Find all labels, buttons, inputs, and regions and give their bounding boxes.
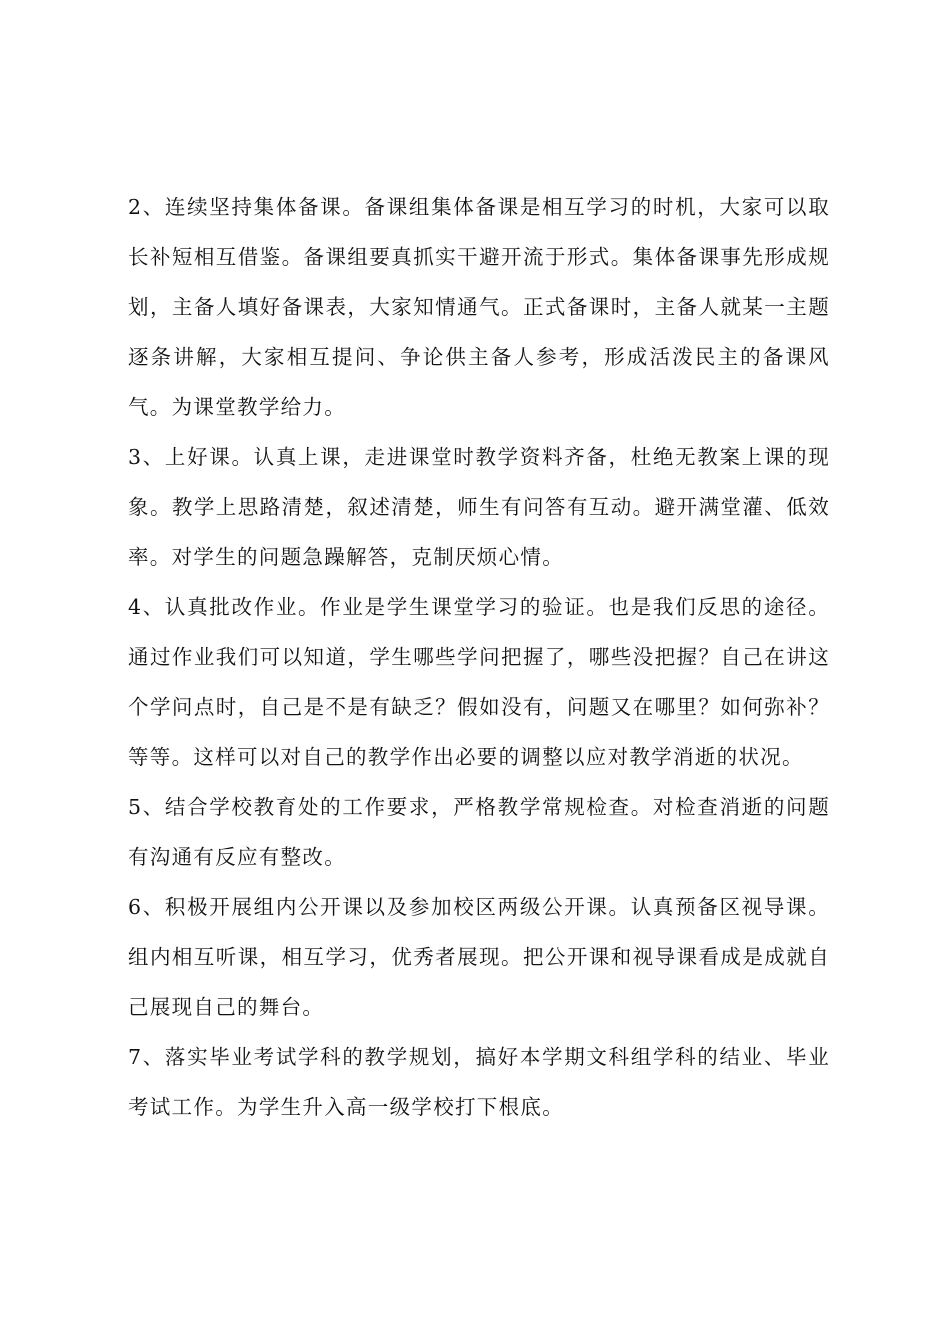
paragraph-item-2: 2、连续坚持集体备课。备课组集体备课是相互学习的时机，大家可以取长补短相互借鉴。备课组要真抓实干避开流于形式。集体备课事先形成规划，主备人填好备课表，大家知情通气。正式备课时，主备人就某一主题逐条讲解，大家相互提问、争论供主备人参考，形成活泼民主的备课风气。为课堂教学给力。 [128, 195, 830, 419]
paragraph-item-7: 7、落实毕业考试学科的教学规划，搞好本学期文科组学科的结业、毕业考试工作。为学生升入高一级学校打下根底。 [128, 1045, 830, 1119]
paragraph-item-3: 3、上好课。认真上课，走进课堂时教学资料齐备，杜绝无教案上课的现象。教学上思路清楚，叙述清楚，师生有问答有互动。避开满堂灌、低效率。对学生的问题急躁解答，克制厌烦心情。 [128, 445, 830, 569]
document-body [128, 182, 830, 1132]
paragraph-item-6: 6、积极开展组内公开课以及参加校区两级公开课。认真预备区视导课。组内相互听课，相互学习，优秀者展现。把公开课和视导课看成是成就自己展现自己的舞台。 [128, 895, 830, 1019]
paragraph-item-5: 5、结合学校教育处的工作要求，严格教学常规检查。对检查消逝的问题有沟通有反应有整改。 [128, 795, 830, 869]
paragraph-item-4: 4、认真批改作业。作业是学生课堂学习的验证。也是我们反思的途径。通过作业我们可以知道，学生哪些学问把握了，哪些没把握？自己在讲这个学问点时，自己是不是有缺乏？假如没有，问题又在哪里？如何弥补？等等。这样可以对自己的教学作出必要的调整以应对教学消逝的状况。 [128, 595, 830, 769]
